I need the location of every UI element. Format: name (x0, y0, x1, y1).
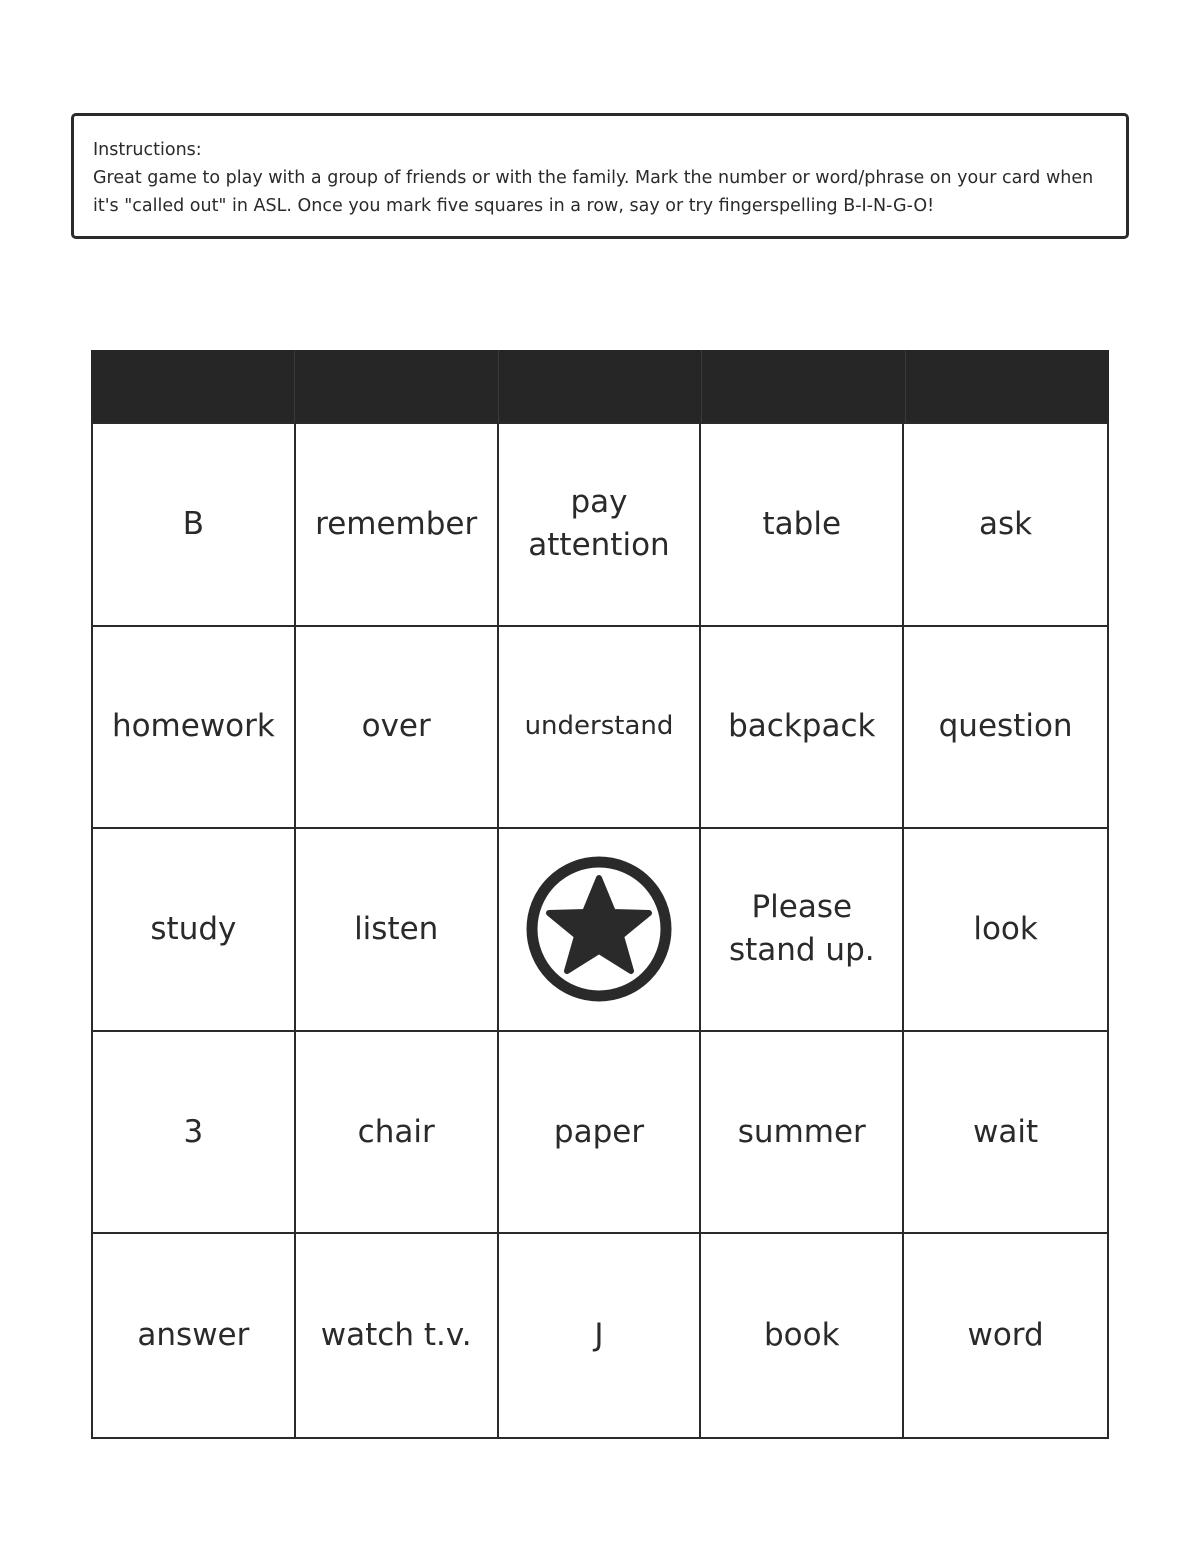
bingo-square[interactable]: backpack (701, 627, 904, 830)
header-cell (499, 350, 703, 422)
bingo-square[interactable]: over (296, 627, 499, 830)
bingo-header-bar (91, 350, 1109, 422)
bingo-square[interactable]: book (701, 1234, 904, 1437)
bingo-square[interactable]: table (701, 424, 904, 627)
bingo-square[interactable]: J (499, 1234, 702, 1437)
instructions-heading: Instructions: (93, 140, 202, 160)
header-cell (906, 350, 1109, 422)
header-cell (295, 350, 499, 422)
bingo-square[interactable]: B (93, 424, 296, 627)
bingo-square[interactable]: listen (296, 829, 499, 1032)
bingo-board (91, 350, 1109, 1439)
bingo-square[interactable]: question (904, 627, 1107, 830)
bingo-square[interactable]: summer (701, 1032, 904, 1235)
bingo-square[interactable]: watch t.v. (296, 1234, 499, 1437)
bingo-square[interactable]: 3 (93, 1032, 296, 1235)
header-cell (91, 350, 295, 422)
bingo-square[interactable]: answer (93, 1234, 296, 1437)
header-cell (702, 350, 906, 422)
bingo-square[interactable]: homework (93, 627, 296, 830)
bingo-square[interactable]: word (967, 1317, 1044, 1354)
instructions-box (71, 113, 1129, 239)
bingo-square[interactable]: pay attention (499, 424, 702, 627)
bingo-square[interactable]: Please stand up. (701, 829, 904, 1032)
bingo-square[interactable]: ask (904, 424, 1107, 627)
star-in-circle-icon (524, 854, 674, 1004)
bingo-square[interactable]: understand (499, 627, 702, 830)
instructions-body: Great game to play with a group of friends or with the family. Mark the number or word/phrase on your card when it's "called out" in ASL. Once you mark five squares in a row, say or try fingerspelling B-I-N-G-O! (93, 168, 1094, 216)
bingo-square[interactable]: study (93, 829, 296, 1032)
bingo-square[interactable]: chair (296, 1032, 499, 1235)
bingo-square[interactable]: wait (904, 1032, 1107, 1235)
bingo-grid (91, 422, 1109, 1439)
free-space-square[interactable] (499, 829, 702, 1032)
bingo-square[interactable]: look (904, 829, 1107, 1032)
bingo-square[interactable]: remember (296, 424, 499, 627)
bingo-square[interactable]: paper (499, 1032, 702, 1235)
